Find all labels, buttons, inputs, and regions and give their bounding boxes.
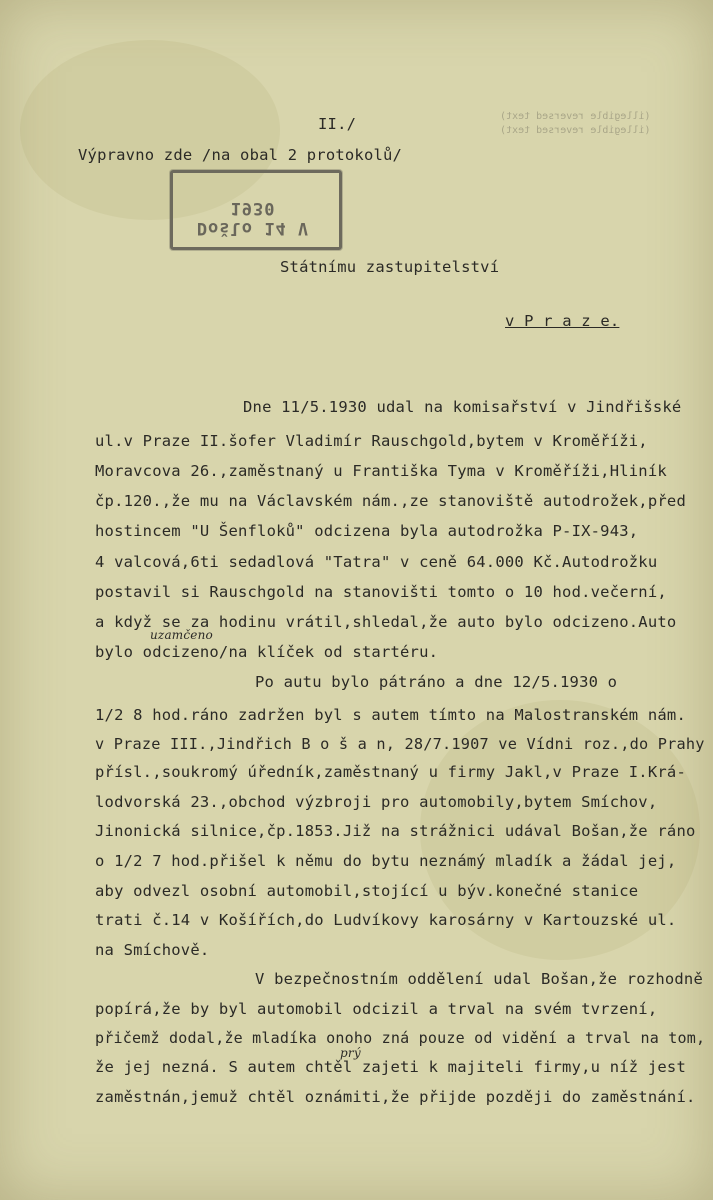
body-line: Jinonická silnice,čp.1853.Již na strážnici udával Bošan,že ráno — [95, 822, 696, 840]
recipient: Státnímu zastupitelství — [280, 258, 500, 276]
body-line: Dne 11/5.1930 udal na komisařství v Jindřišské — [243, 398, 682, 416]
bleed-through-text: (illegible reversed text) (illegible reversed text) — [500, 111, 651, 136]
body-line: o 1/2 7 hod.přišel k němu do bytu neznámý mladík a žádal jej, — [95, 852, 677, 870]
body-line: V bezpečnostním oddělení udal Bošan,že rozhodně — [255, 970, 703, 988]
body-line: postavil si Rauschgold na stanovišti tomto o 10 hod.večerní, — [95, 583, 667, 601]
body-line: Po autu bylo pátráno a dne 12/5.1930 o — [255, 673, 618, 691]
body-line: čp.120.,že mu na Václavském nám.,ze stanoviště autodrožek,před — [95, 492, 686, 510]
body-line: zaměstnán,jemuž chtěl oznámiti,že přijde později do zaměstnání. — [95, 1088, 696, 1106]
body-line: ul.v Praze II.šofer Vladimír Rauschgold,bytem v Kroměříži, — [95, 432, 648, 450]
body-line: bylo odcizeno/na klíček od startéru. — [95, 643, 439, 661]
body-line: a když se za hodinu vrátil,shledal,že auto bylo odcizeno.Auto — [95, 613, 677, 631]
body-line: aby odvezl osobní automobil,stojící u býv.konečné stanice — [95, 882, 639, 900]
body-line: trati č.14 v Košířích,do Ludvíkovy karosárny v Kartouzské ul. — [95, 911, 677, 929]
recipient-city: v P r a z e. — [505, 312, 620, 330]
body-line: hostincem "U Šenfloků" odcizena byla autodrožka P-IX-943, — [95, 522, 639, 540]
received-stamp-text: Došlo 14 V 1930 — [196, 198, 310, 238]
body-line: přičemž dodal,že mladíka onoho zná pouze od vidění a trval na tom, — [95, 1029, 706, 1047]
body-line: lodvorská 23.,obchod výzbroji pro automobily,bytem Smíchov, — [95, 793, 658, 811]
section-numeral: II./ — [318, 115, 357, 133]
body-line: 4 valcová,6ti sedadlová "Tatra" v ceně 64.000 Kč.Autodrožku — [95, 553, 658, 571]
body-line: Moravcova 26.,zaměstnaný u Františka Tyma v Kroměříži,Hliník — [95, 462, 667, 480]
handwritten-insert: prý — [340, 1046, 361, 1060]
body-line: přísl.,soukromý úředník,zaměstnaný u firmy Jakl,v Praze I.Krá- — [95, 763, 686, 781]
body-line: popírá,že by byl automobil odcizil a trval na svém tvrzení, — [95, 1000, 658, 1018]
handwritten-insert: uzamčeno — [150, 628, 213, 642]
body-line: na Smíchově. — [95, 941, 210, 959]
dispatch-instruction: Výpravno zde /na obal 2 protokolů/ — [78, 146, 403, 164]
body-line: že jej nezná. S autem chtěl zajeti k majiteli firmy,u níž jest — [95, 1058, 686, 1076]
body-line: v Praze III.,Jindřich B o š a n, 28/7.1907 ve Vídni roz.,do Prahy — [95, 735, 705, 753]
body-line: 1/2 8 hod.ráno zadržen byl s autem tímto na Malostranském nám. — [95, 706, 686, 724]
